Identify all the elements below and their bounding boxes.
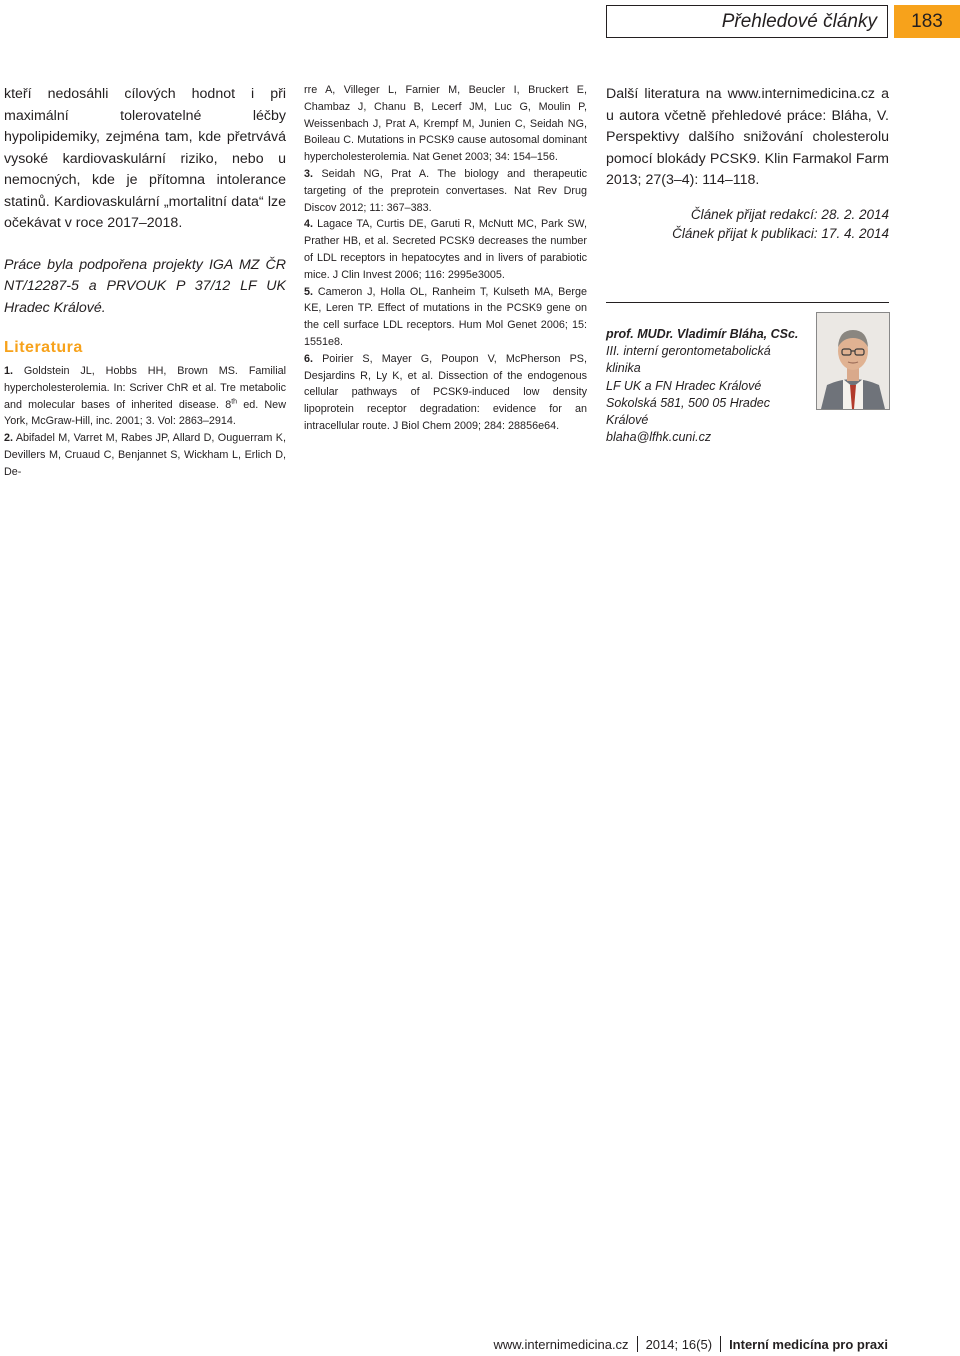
section-label: Přehledové články: [606, 5, 888, 38]
author-hospital: LF UK a FN Hradec Králové: [606, 378, 762, 393]
author-photo: [816, 312, 890, 410]
funding-note: Práce byla podpořena projekty IGA MZ ČR NT/12287-5 a PRVOUK P 37/12 LF UK Hradec Králové.: [4, 256, 286, 316]
footer-journal: Interní medicína pro praxi: [729, 1336, 888, 1352]
article-dates: [606, 205, 889, 243]
reference-2: [4, 430, 287, 478]
author-contact: [606, 326, 806, 446]
reference-number: 5.: [304, 285, 314, 298]
page-footer: [493, 1336, 888, 1352]
reference-number: 4.: [304, 218, 314, 231]
reference-number: 1.: [4, 365, 14, 377]
footer-issue: 2014; 16(5): [645, 1336, 713, 1352]
author-name: prof. MUDr. Vladimír Bláha, CSc.: [606, 327, 799, 341]
author-portrait-icon: [817, 313, 889, 409]
reference-6: [304, 351, 587, 435]
author-department: III. interní gerontometabolická klinika: [606, 344, 771, 376]
body-paragraph: kteří nedosáhli cílových hodnot i při maximální tolerovatelné léčby hypolipidemiky, zejména tam, kde přetrvává vysoké kardiovaskulární riziko, nebo u nemocných, kde je přítomna intolerance statinů. Kardiovaskulární „mortalitní data“ lze očekávat v roce 2017–2018.: [4, 86, 286, 231]
reference-number: 2.: [4, 432, 14, 445]
reference-text: Goldstein JL, Hobbs HH, Brown MS. Familial hypercholesterolemia. In: Scriver ChR et al. Tre metabolic and molecular bases of inherited disease. 8: [4, 365, 287, 411]
reference-text: Poirier S, Mayer G, Poupon V, McPherson PS, Desjardins R, Ly K, et al. Dissection of the endogenous cellular pathways of PCSK9-induced low density lipoprotein receptor degradation: evidence for an intracellular route. J Biol Chem 2009; 284: 28856e64.: [304, 352, 587, 432]
reference-sup: th: [231, 398, 238, 405]
reference-3: [304, 166, 587, 216]
further-reading: Další literatura na www.internimedicina.cz a u autora včetně přehledové práce: Bláha, V. Perspektivy dalšího snižování cholesterolu pomocí blokády PCSK9. Klin Farmakol Farm 2013; 27(3–4): 114–118.: [606, 86, 889, 188]
reference-number: 6.: [304, 352, 314, 365]
footer-separator: [720, 1336, 721, 1352]
reference-text-part1: Abifadel M, Varret M, Rabes JP, Allard D, Ouguerram K, Devillers M, Cruaud C, Benjannet S, Wickham L, Erlich D, De-: [4, 432, 287, 478]
author-address: Sokolská 581, 500 05 Hradec Králové: [606, 395, 770, 428]
reference-2-continued: rre A, Villeger L, Farnier M, Beucler I, Bruckert E, Chambaz J, Chanu B, Lecerf JM, Luc G, Moulin P, Weissenbach J, Prat A, Krempf M, Junien C, Seidah NG, Boileau C. Mutations in PCSK9 cause autosomal dominant hypercholesterolemia. Nat Genet 2003; 34: 154–156.: [304, 84, 587, 164]
reference-text: Cameron J, Holla OL, Ranheim T, Kulseth MA, Berge KE, Leren TP. Effect of mutations in the PCSK9 gene on the cell surface LDL receptors. Hum Mol Genet 2006; 15: 1551e8.: [304, 285, 587, 348]
author-email[interactable]: blaha@lfhk.cuni.cz: [606, 430, 712, 445]
reference-4: [304, 216, 587, 283]
accepted-date: Článek přijat k publikaci: 17. 4. 2014: [672, 225, 889, 241]
reference-text-cont: ed. New York, McGraw-Hill, inc. 2001; 3. Vol: 2863–2914.: [4, 398, 286, 428]
column-1: [4, 84, 287, 478]
reference-text: Lagace TA, Curtis DE, Garuti R, McNutt MC, Park SW, Prather HB, et al. Secreted PCSK9 decreases the number of LDL receptors in hepatocytes and in livers of parabiotic mice. J Clin Invest 2006; 116: 2995e3005.: [304, 218, 588, 281]
footer-separator: [637, 1336, 638, 1352]
column-2: [304, 82, 587, 435]
reference-text: Seidah NG, Prat A. The biology and therapeutic targeting of the preprotein convertases. Nat Rev Drug Discov 2012; 11: 367–383.: [304, 167, 588, 214]
literature-heading: Literatura: [4, 339, 83, 356]
reference-number: 3.: [304, 167, 314, 180]
footer-website[interactable]: www.internimedicina.cz: [493, 1336, 629, 1352]
received-date: Článek přijat redakcí: 28. 2. 2014: [690, 206, 889, 222]
column-3: [606, 84, 889, 243]
reference-1: [4, 363, 286, 430]
page-number: 183: [894, 5, 960, 38]
author-divider: [606, 302, 889, 303]
reference-5: [304, 284, 587, 351]
